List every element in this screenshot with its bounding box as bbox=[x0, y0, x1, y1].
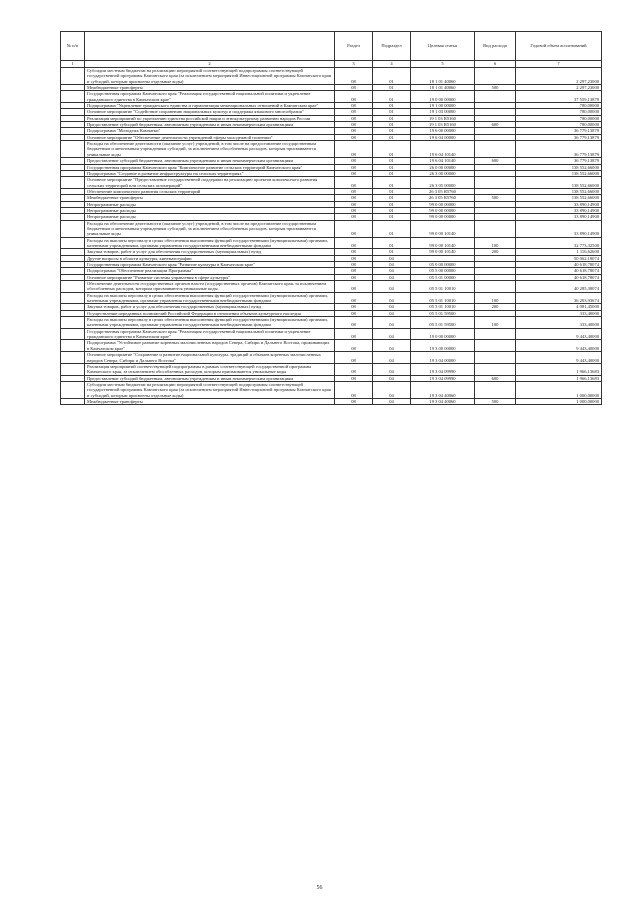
row-target-item-cell: 99 0 00 00000 bbox=[411, 201, 475, 207]
row-razdel-cell: 08 bbox=[335, 201, 373, 207]
row-amount-cell: 9 443,40000 bbox=[516, 340, 602, 352]
row-number-cell bbox=[61, 352, 85, 364]
row-target-item-cell: 05 5 00 00000 bbox=[411, 268, 475, 274]
row-razdel-cell: 08 bbox=[335, 122, 373, 128]
row-amount-cell: 36 779,13879 bbox=[516, 141, 602, 158]
table-row bbox=[61, 398, 602, 404]
table-row bbox=[61, 292, 602, 304]
row-podrazdel-cell: 04 bbox=[373, 262, 411, 268]
row-amount-cell: 36 779,13879 bbox=[516, 158, 602, 164]
row-amount-cell: 2 297,23000 bbox=[516, 85, 602, 91]
row-name-cell: Основное мероприятие "Развитие системы управления в сфере культуры" bbox=[85, 274, 335, 280]
row-razdel-cell: 08 bbox=[335, 249, 373, 255]
row-razdel-cell: 08 bbox=[335, 220, 373, 237]
table-row bbox=[61, 177, 602, 189]
header-row bbox=[61, 32, 602, 61]
row-name-cell: Осуществление переданных полномочий Российской Федерации в отношении объектов культурного наследия bbox=[85, 310, 335, 316]
row-razdel-cell: 08 bbox=[335, 340, 373, 352]
row-podrazdel-cell: 04 bbox=[373, 352, 411, 364]
row-target-item-cell: 05 5 01 10010 bbox=[411, 281, 475, 293]
row-razdel-cell: 08 bbox=[335, 188, 373, 194]
row-podrazdel-cell: 01 bbox=[373, 207, 411, 213]
row-target-item-cell: 19 6 00 00000 bbox=[411, 128, 475, 134]
row-razdel-cell: 08 bbox=[335, 281, 373, 293]
row-number-cell bbox=[61, 292, 85, 304]
row-name-cell: Непрограммные расходы bbox=[85, 214, 335, 220]
row-name-cell: Закупка товаров, работ и услуг для обеспечения государственных (муниципальных) нужд bbox=[85, 304, 335, 310]
row-name-cell: Реализация мероприятий по укреплению единства российской нации и этнокультурному развитию народов России bbox=[85, 115, 335, 121]
row-amount-cell: 138 552,66000 bbox=[516, 195, 602, 201]
row-razdel-cell: 08 bbox=[335, 363, 373, 375]
row-podrazdel-cell: 01 bbox=[373, 91, 411, 103]
row-podrazdel-cell: 04 bbox=[373, 281, 411, 293]
row-amount-cell: 1 966,13683 bbox=[516, 363, 602, 375]
row-podrazdel-cell: 04 bbox=[373, 398, 411, 404]
row-target-item-cell: 05 5 01 59500 bbox=[411, 310, 475, 316]
row-target-item-cell: 19 6 04 00000 bbox=[411, 134, 475, 140]
row-target-item-cell: 99 0 00 10140 bbox=[411, 220, 475, 237]
row-target-item-cell: 05 0 00 00000 bbox=[411, 262, 475, 268]
table-row bbox=[61, 363, 602, 375]
row-podrazdel-cell: 01 bbox=[373, 214, 411, 220]
column-index: 4 bbox=[373, 61, 411, 68]
row-target-item-cell: 26 0 00 00000 bbox=[411, 164, 475, 170]
table-row bbox=[61, 328, 602, 340]
row-target-item-cell: 99 0 00 00000 bbox=[411, 207, 475, 213]
row-target-item-cell: 18 1 01 40060 bbox=[411, 85, 475, 91]
row-name-cell: Государственная программа Камчатского края "Реализация государственной национальной политики и укрепление гражданского единства в Камчатском крае" bbox=[85, 91, 335, 103]
row-amount-cell: 36 779,13879 bbox=[516, 134, 602, 140]
row-target-item-cell: 19 0 00 00000 bbox=[411, 91, 475, 103]
row-amount-cell: 40 285,38074 bbox=[516, 281, 602, 293]
row-amount-cell: 36 203,93674 bbox=[516, 292, 602, 304]
row-number-cell bbox=[61, 177, 85, 189]
row-target-item-cell: 26 3 05 R5760 bbox=[411, 188, 475, 194]
table-row bbox=[61, 281, 602, 293]
row-name-cell: Субсидии местным бюджетам на реализацию мероприятий соответствующей подпрограммы соответствующей государственной программы Камчатского края (за исключением мероприятий Инвестиционной программы Камчатского края и субсидий, которым присвоены отдельные коды) bbox=[85, 68, 335, 85]
row-target-item-cell: 19 1 00 00000 bbox=[411, 103, 475, 109]
table-row bbox=[61, 68, 602, 85]
row-podrazdel-cell: 01 bbox=[373, 177, 411, 189]
row-name-cell: Предоставление субсидий бюджетным, автономным учреждениям и иным некоммерческим организациям bbox=[85, 158, 335, 164]
row-expense-type-cell: 100 bbox=[475, 237, 516, 249]
row-amount-cell: 780,00000 bbox=[516, 109, 602, 115]
row-name-cell: Государственная программа Камчатского края "Реализация государственной национальной политики и укрепление гражданского единства в Камчатском крае" bbox=[85, 328, 335, 340]
row-amount-cell: 4 081,45000 bbox=[516, 304, 602, 310]
row-number-cell bbox=[61, 237, 85, 249]
row-razdel-cell: 08 bbox=[335, 317, 373, 329]
row-razdel-cell: 08 bbox=[335, 255, 373, 261]
row-name-cell: Подпрограмма "Укрепление гражданского единства и гармонизация межнациональных отношений в Камчатском крае" bbox=[85, 103, 335, 109]
table-row bbox=[61, 220, 602, 237]
row-razdel-cell: 08 bbox=[335, 237, 373, 249]
row-amount-cell: 50 062,18074 bbox=[516, 255, 602, 261]
row-number-cell bbox=[61, 68, 85, 85]
row-name-cell: Обеспечение комплексного развития сельских территорий bbox=[85, 188, 335, 194]
row-name-cell: Основное мероприятие "Содействие сохранению национальных культур и поддержка языкового многообразия" bbox=[85, 109, 335, 115]
row-razdel-cell: 08 bbox=[335, 375, 373, 381]
column-index: 7 bbox=[516, 61, 602, 68]
table-row bbox=[61, 141, 602, 158]
row-name-cell: Основное мероприятие "Сохранение и развитие национальной культуры, традиций и обычаев коренных малочисленных народов Севера, Сибири и Дальнего Востока" bbox=[85, 352, 335, 364]
row-podrazdel-cell: 01 bbox=[373, 188, 411, 194]
row-razdel-cell: 08 bbox=[335, 310, 373, 316]
row-expense-type-cell: 200 bbox=[475, 249, 516, 255]
row-podrazdel-cell: 01 bbox=[373, 170, 411, 176]
row-expense-type-cell bbox=[475, 141, 516, 158]
row-razdel-cell: 08 bbox=[335, 128, 373, 134]
header-number: № п/п bbox=[61, 32, 85, 61]
row-razdel-cell: 08 bbox=[335, 268, 373, 274]
row-amount-cell: 40 618,78074 bbox=[516, 274, 602, 280]
row-name-cell: Подпрограмма "Устойчивое развитие коренных малочисленных народов Севера, Сибири и Дальнего Востока, проживающих в Камчатском крае" bbox=[85, 340, 335, 352]
table-row bbox=[61, 317, 602, 329]
row-expense-type-cell bbox=[475, 352, 516, 364]
row-expense-type-cell: 600 bbox=[475, 375, 516, 381]
row-razdel-cell: 08 bbox=[335, 292, 373, 304]
row-number-cell bbox=[61, 317, 85, 329]
row-podrazdel-cell: 01 bbox=[373, 128, 411, 134]
row-razdel-cell: 08 bbox=[335, 141, 373, 158]
row-razdel-cell: 08 bbox=[335, 158, 373, 164]
row-expense-type-cell: 600 bbox=[475, 158, 516, 164]
row-target-item-cell: 99 0 00 00000 bbox=[411, 214, 475, 220]
row-amount-cell: 9 443,40000 bbox=[516, 352, 602, 364]
row-name-cell: Подпрограмма "Обеспечение реализации Программы" bbox=[85, 268, 335, 274]
column-index: 5 bbox=[411, 61, 475, 68]
row-podrazdel-cell: 04 bbox=[373, 328, 411, 340]
row-amount-cell: 138 552,66000 bbox=[516, 164, 602, 170]
row-podrazdel-cell: 01 bbox=[373, 249, 411, 255]
row-target-item-cell: 19 1 03 R5160 bbox=[411, 122, 475, 128]
row-amount-cell: 780,00000 bbox=[516, 103, 602, 109]
row-target-item-cell: 19 3 04 09990 bbox=[411, 363, 475, 375]
row-podrazdel-cell: 04 bbox=[373, 268, 411, 274]
row-amount-cell: 33 890,14900 bbox=[516, 214, 602, 220]
row-target-item-cell: 05 5 01 59500 bbox=[411, 317, 475, 329]
row-target-item-cell: 99 0 00 10140 bbox=[411, 249, 475, 255]
row-podrazdel-cell: 01 bbox=[373, 201, 411, 207]
column-index: 6 bbox=[475, 61, 516, 68]
row-name-cell: Обеспечение деятельности государственных органов власти (государственных органов) Камчатского края, за исключением обособленных расходов, которым присваиваются уникальные коды. bbox=[85, 281, 335, 293]
row-amount-cell: 138 552,66000 bbox=[516, 188, 602, 194]
row-razdel-cell: 08 bbox=[335, 207, 373, 213]
row-name-cell: Подпрограмма "Создание и развитие инфраструктуры на сельских территориях" bbox=[85, 170, 335, 176]
row-name-cell: Государственная программа Камчатского края "Комплексное развитие сельских территорий Камчатского края" bbox=[85, 164, 335, 170]
row-razdel-cell: 08 bbox=[335, 177, 373, 189]
page-number: 56 bbox=[316, 885, 323, 891]
row-expense-type-cell bbox=[475, 220, 516, 237]
row-podrazdel-cell: 01 bbox=[373, 220, 411, 237]
row-target-item-cell: 18 1 01 40060 bbox=[411, 68, 475, 85]
row-target-item-cell: 19 3 04 40060 bbox=[411, 398, 475, 404]
row-podrazdel-cell: 01 bbox=[373, 164, 411, 170]
row-podrazdel-cell: 04 bbox=[373, 274, 411, 280]
row-razdel-cell: 08 bbox=[335, 328, 373, 340]
row-razdel-cell: 08 bbox=[335, 91, 373, 103]
row-number-cell bbox=[61, 220, 85, 237]
row-podrazdel-cell: 01 bbox=[373, 134, 411, 140]
row-razdel-cell: 08 bbox=[335, 262, 373, 268]
row-expense-type-cell: 500 bbox=[475, 398, 516, 404]
row-amount-cell: 1 966,13683 bbox=[516, 375, 602, 381]
header-razdel: Раздел bbox=[335, 32, 373, 61]
row-number-cell bbox=[61, 363, 85, 375]
row-razdel-cell: 08 bbox=[335, 115, 373, 121]
row-podrazdel-cell: 01 bbox=[373, 115, 411, 121]
row-name-cell: Непрограммные расходы bbox=[85, 207, 335, 213]
row-expense-type-cell bbox=[475, 91, 516, 103]
row-podrazdel-cell: 01 bbox=[373, 68, 411, 85]
row-podrazdel-cell: 04 bbox=[373, 304, 411, 310]
row-razdel-cell: 08 bbox=[335, 109, 373, 115]
table-body bbox=[61, 68, 602, 405]
row-razdel-cell: 08 bbox=[335, 85, 373, 91]
row-razdel-cell: 08 bbox=[335, 274, 373, 280]
row-podrazdel-cell: 01 bbox=[373, 141, 411, 158]
row-expense-type-cell bbox=[475, 328, 516, 340]
row-target-item-cell: 19 3 04 09990 bbox=[411, 375, 475, 381]
row-number-cell bbox=[61, 381, 85, 398]
row-target-item-cell: 26 3 05 R5760 bbox=[411, 195, 475, 201]
row-name-cell: Основное мероприятие "Предоставление государственной поддержки на реализацию проектов комплексного развития сельских территорий или сельских агломераций" bbox=[85, 177, 335, 189]
row-razdel-cell: 08 bbox=[335, 304, 373, 310]
row-number-cell bbox=[61, 340, 85, 352]
table-row bbox=[61, 237, 602, 249]
row-expense-type-cell bbox=[475, 68, 516, 85]
column-index: 3 bbox=[335, 61, 373, 68]
row-amount-cell: 37 559,13879 bbox=[516, 91, 602, 103]
row-podrazdel-cell: 04 bbox=[373, 340, 411, 352]
row-podrazdel-cell: 01 bbox=[373, 195, 411, 201]
row-number-cell bbox=[61, 91, 85, 103]
row-number-cell bbox=[61, 328, 85, 340]
row-target-item-cell: 05 5 01 10010 bbox=[411, 292, 475, 304]
row-amount-cell: 333,40000 bbox=[516, 310, 602, 316]
row-podrazdel-cell: 01 bbox=[373, 122, 411, 128]
row-name-cell: Расходы на обеспечение деятельности (оказание услуг) учреждений, в том числе на предоставление государственным бюджетным и автономным учреждениям субсидий, за исключением обособленных расходов, которым присваиваются уникальные коды bbox=[85, 220, 335, 237]
table-row bbox=[61, 91, 602, 103]
row-target-item-cell: 19 1 03 00000 bbox=[411, 109, 475, 115]
table-row bbox=[61, 352, 602, 364]
row-amount-cell: 1 000,00000 bbox=[516, 398, 602, 404]
row-target-item-cell: 19 6 04 10140 bbox=[411, 141, 475, 158]
row-name-cell: Межбюджетные трансферты bbox=[85, 398, 335, 404]
row-expense-type-cell: 200 bbox=[475, 304, 516, 310]
row-name-cell: Расходы на выплаты персоналу в целях обеспечения выполнения функций государственными (муниципальными) органами, казенными учреждениями, органами управления государственными внебюджетными фондами bbox=[85, 317, 335, 329]
budget-table bbox=[60, 31, 602, 405]
row-target-item-cell: 19 1 03 R5160 bbox=[411, 115, 475, 121]
row-podrazdel-cell: 04 bbox=[373, 363, 411, 375]
row-expense-type-cell bbox=[475, 363, 516, 375]
row-amount-cell: 33 890,14900 bbox=[516, 220, 602, 237]
row-expense-type-cell: 500 bbox=[475, 195, 516, 201]
row-podrazdel-cell: 04 bbox=[373, 381, 411, 398]
row-podrazdel-cell: 01 bbox=[373, 103, 411, 109]
row-amount-cell: 32 773,32500 bbox=[516, 237, 602, 249]
row-target-item-cell: 19 0 00 00000 bbox=[411, 328, 475, 340]
row-target-item-cell: 99 0 00 10140 bbox=[411, 237, 475, 249]
row-razdel-cell: 08 bbox=[335, 170, 373, 176]
row-number-cell bbox=[61, 281, 85, 293]
table-row bbox=[61, 381, 602, 398]
row-target-item-cell: 05 5 01 10010 bbox=[411, 304, 475, 310]
row-expense-type-cell bbox=[475, 281, 516, 293]
row-amount-cell: 1 000,00000 bbox=[516, 381, 602, 398]
row-name-cell: Расходы на обеспечение деятельности (оказание услуг) учреждений, в том числе на предоставление государственным бюджетным и автономным учреждениям субсидий, за исключением обособленных расходов, которым присваиваются уникальные коды bbox=[85, 141, 335, 158]
column-index: 1 bbox=[61, 61, 85, 68]
header-name bbox=[85, 32, 335, 61]
row-name-cell: Расходы на выплаты персоналу в целях обеспечения выполнения функций государственными (муниципальными) органами, казенными учреждениями, органами управления государственными внебюджетными фондами bbox=[85, 237, 335, 249]
row-target-item-cell: 19 3 00 00000 bbox=[411, 340, 475, 352]
row-amount-cell: 33 890,14900 bbox=[516, 207, 602, 213]
row-amount-cell: 138 552,66000 bbox=[516, 170, 602, 176]
table-row bbox=[61, 340, 602, 352]
row-razdel-cell: 08 bbox=[335, 103, 373, 109]
row-target-item-cell: 19 6 04 10140 bbox=[411, 158, 475, 164]
row-amount-cell: 40 618,78074 bbox=[516, 262, 602, 268]
row-razdel-cell: 08 bbox=[335, 398, 373, 404]
row-podrazdel-cell: 04 bbox=[373, 292, 411, 304]
row-name-cell: Государственная программа Камчатского края "Развитие культуры в Камчатском крае" bbox=[85, 262, 335, 268]
row-podrazdel-cell: 04 bbox=[373, 310, 411, 316]
row-razdel-cell: 08 bbox=[335, 381, 373, 398]
row-amount-cell: 333,40000 bbox=[516, 317, 602, 329]
row-number-cell bbox=[61, 141, 85, 158]
row-amount-cell: 36 779,13879 bbox=[516, 128, 602, 134]
header-target-item: Целевая статья bbox=[411, 32, 475, 61]
row-amount-cell: 138 552,66000 bbox=[516, 177, 602, 189]
row-expense-type-cell: 100 bbox=[475, 317, 516, 329]
row-target-item-cell: 26 3 00 00000 bbox=[411, 170, 475, 176]
row-amount-cell: 2 297,23000 bbox=[516, 68, 602, 85]
row-razdel-cell: 08 bbox=[335, 195, 373, 201]
row-amount-cell: 1 116,62600 bbox=[516, 249, 602, 255]
column-index-row bbox=[61, 61, 602, 68]
row-podrazdel-cell: 01 bbox=[373, 237, 411, 249]
row-razdel-cell: 08 bbox=[335, 134, 373, 140]
row-razdel-cell: 08 bbox=[335, 352, 373, 364]
row-expense-type-cell: 100 bbox=[475, 292, 516, 304]
row-podrazdel-cell: 04 bbox=[373, 375, 411, 381]
row-name-cell: Межбюджетные трансферты bbox=[85, 195, 335, 201]
row-target-item-cell: 05 5 01 00000 bbox=[411, 274, 475, 280]
row-razdel-cell: 08 bbox=[335, 214, 373, 220]
row-podrazdel-cell: 04 bbox=[373, 317, 411, 329]
row-name-cell: Предоставление субсидий бюджетным, автономным учреждениям и иным некоммерческим организациям bbox=[85, 375, 335, 381]
column-index: 2 bbox=[85, 61, 335, 68]
row-expense-type-cell: 500 bbox=[475, 85, 516, 91]
row-podrazdel-cell: 01 bbox=[373, 158, 411, 164]
row-target-item-cell: 26 3 05 00000 bbox=[411, 177, 475, 189]
row-target-item-cell: 19 3 04 00000 bbox=[411, 352, 475, 364]
row-name-cell: Закупка товаров, работ и услуг для обеспечения государственных (муниципальных) нужд bbox=[85, 249, 335, 255]
row-podrazdel-cell: 01 bbox=[373, 109, 411, 115]
row-name-cell: Предоставление субсидий бюджетным, автономным учреждениям и иным некоммерческим организациям bbox=[85, 122, 335, 128]
row-expense-type-cell bbox=[475, 177, 516, 189]
row-name-cell: Основное мероприятие "Обеспечение деятельности учреждений сферы молодежной политики" bbox=[85, 134, 335, 140]
row-expense-type-cell bbox=[475, 340, 516, 352]
row-number-cell bbox=[61, 398, 85, 404]
row-razdel-cell: 08 bbox=[335, 68, 373, 85]
header-podrazdel: Подраздел bbox=[373, 32, 411, 61]
row-podrazdel-cell: 04 bbox=[373, 255, 411, 261]
row-amount-cell: 40 618,78074 bbox=[516, 268, 602, 274]
row-amount-cell: 9 443,40000 bbox=[516, 328, 602, 340]
row-amount-cell: 33 890,14900 bbox=[516, 201, 602, 207]
row-amount-cell: 780,00000 bbox=[516, 122, 602, 128]
header-annual-amount: Годовой объем ассигнований bbox=[516, 32, 602, 61]
row-name-cell: Подпрограмма "Молодежь Камчатки" bbox=[85, 128, 335, 134]
row-name-cell: Расходы на выплаты персоналу в целях обеспечения выполнения функций государственными (муниципальными) органами, казенными учреждениями, органами управления государственными внебюджетными фондами bbox=[85, 292, 335, 304]
row-amount-cell: 780,00000 bbox=[516, 115, 602, 121]
header-expense-type: Вид расхода bbox=[475, 32, 516, 61]
row-expense-type-cell: 600 bbox=[475, 122, 516, 128]
row-razdel-cell: 08 bbox=[335, 164, 373, 170]
row-expense-type-cell bbox=[475, 381, 516, 398]
row-name-cell: Другие вопросы в области культуры, кинематографии bbox=[85, 255, 335, 261]
row-name-cell: Межбюджетные трансферты bbox=[85, 85, 335, 91]
row-target-item-cell: 19 3 04 40060 bbox=[411, 381, 475, 398]
row-name-cell: Непрограммные расходы bbox=[85, 201, 335, 207]
row-name-cell: Реализация мероприятий соответствующей подпрограммы в рамках соответствующей государственной программы Камчатского края, за исключением обособленных расходов, которым присваиваются уникальные коды bbox=[85, 363, 335, 375]
row-podrazdel-cell: 01 bbox=[373, 85, 411, 91]
row-name-cell: Субсидии местным бюджетам на реализацию мероприятий соответствующей подпрограммы соответствующей государственной программы Камчатского края (за исключением мероприятий Инвестиционной программы Камчатского края и субсидий, которым присвоены отдельные коды) bbox=[85, 381, 335, 398]
